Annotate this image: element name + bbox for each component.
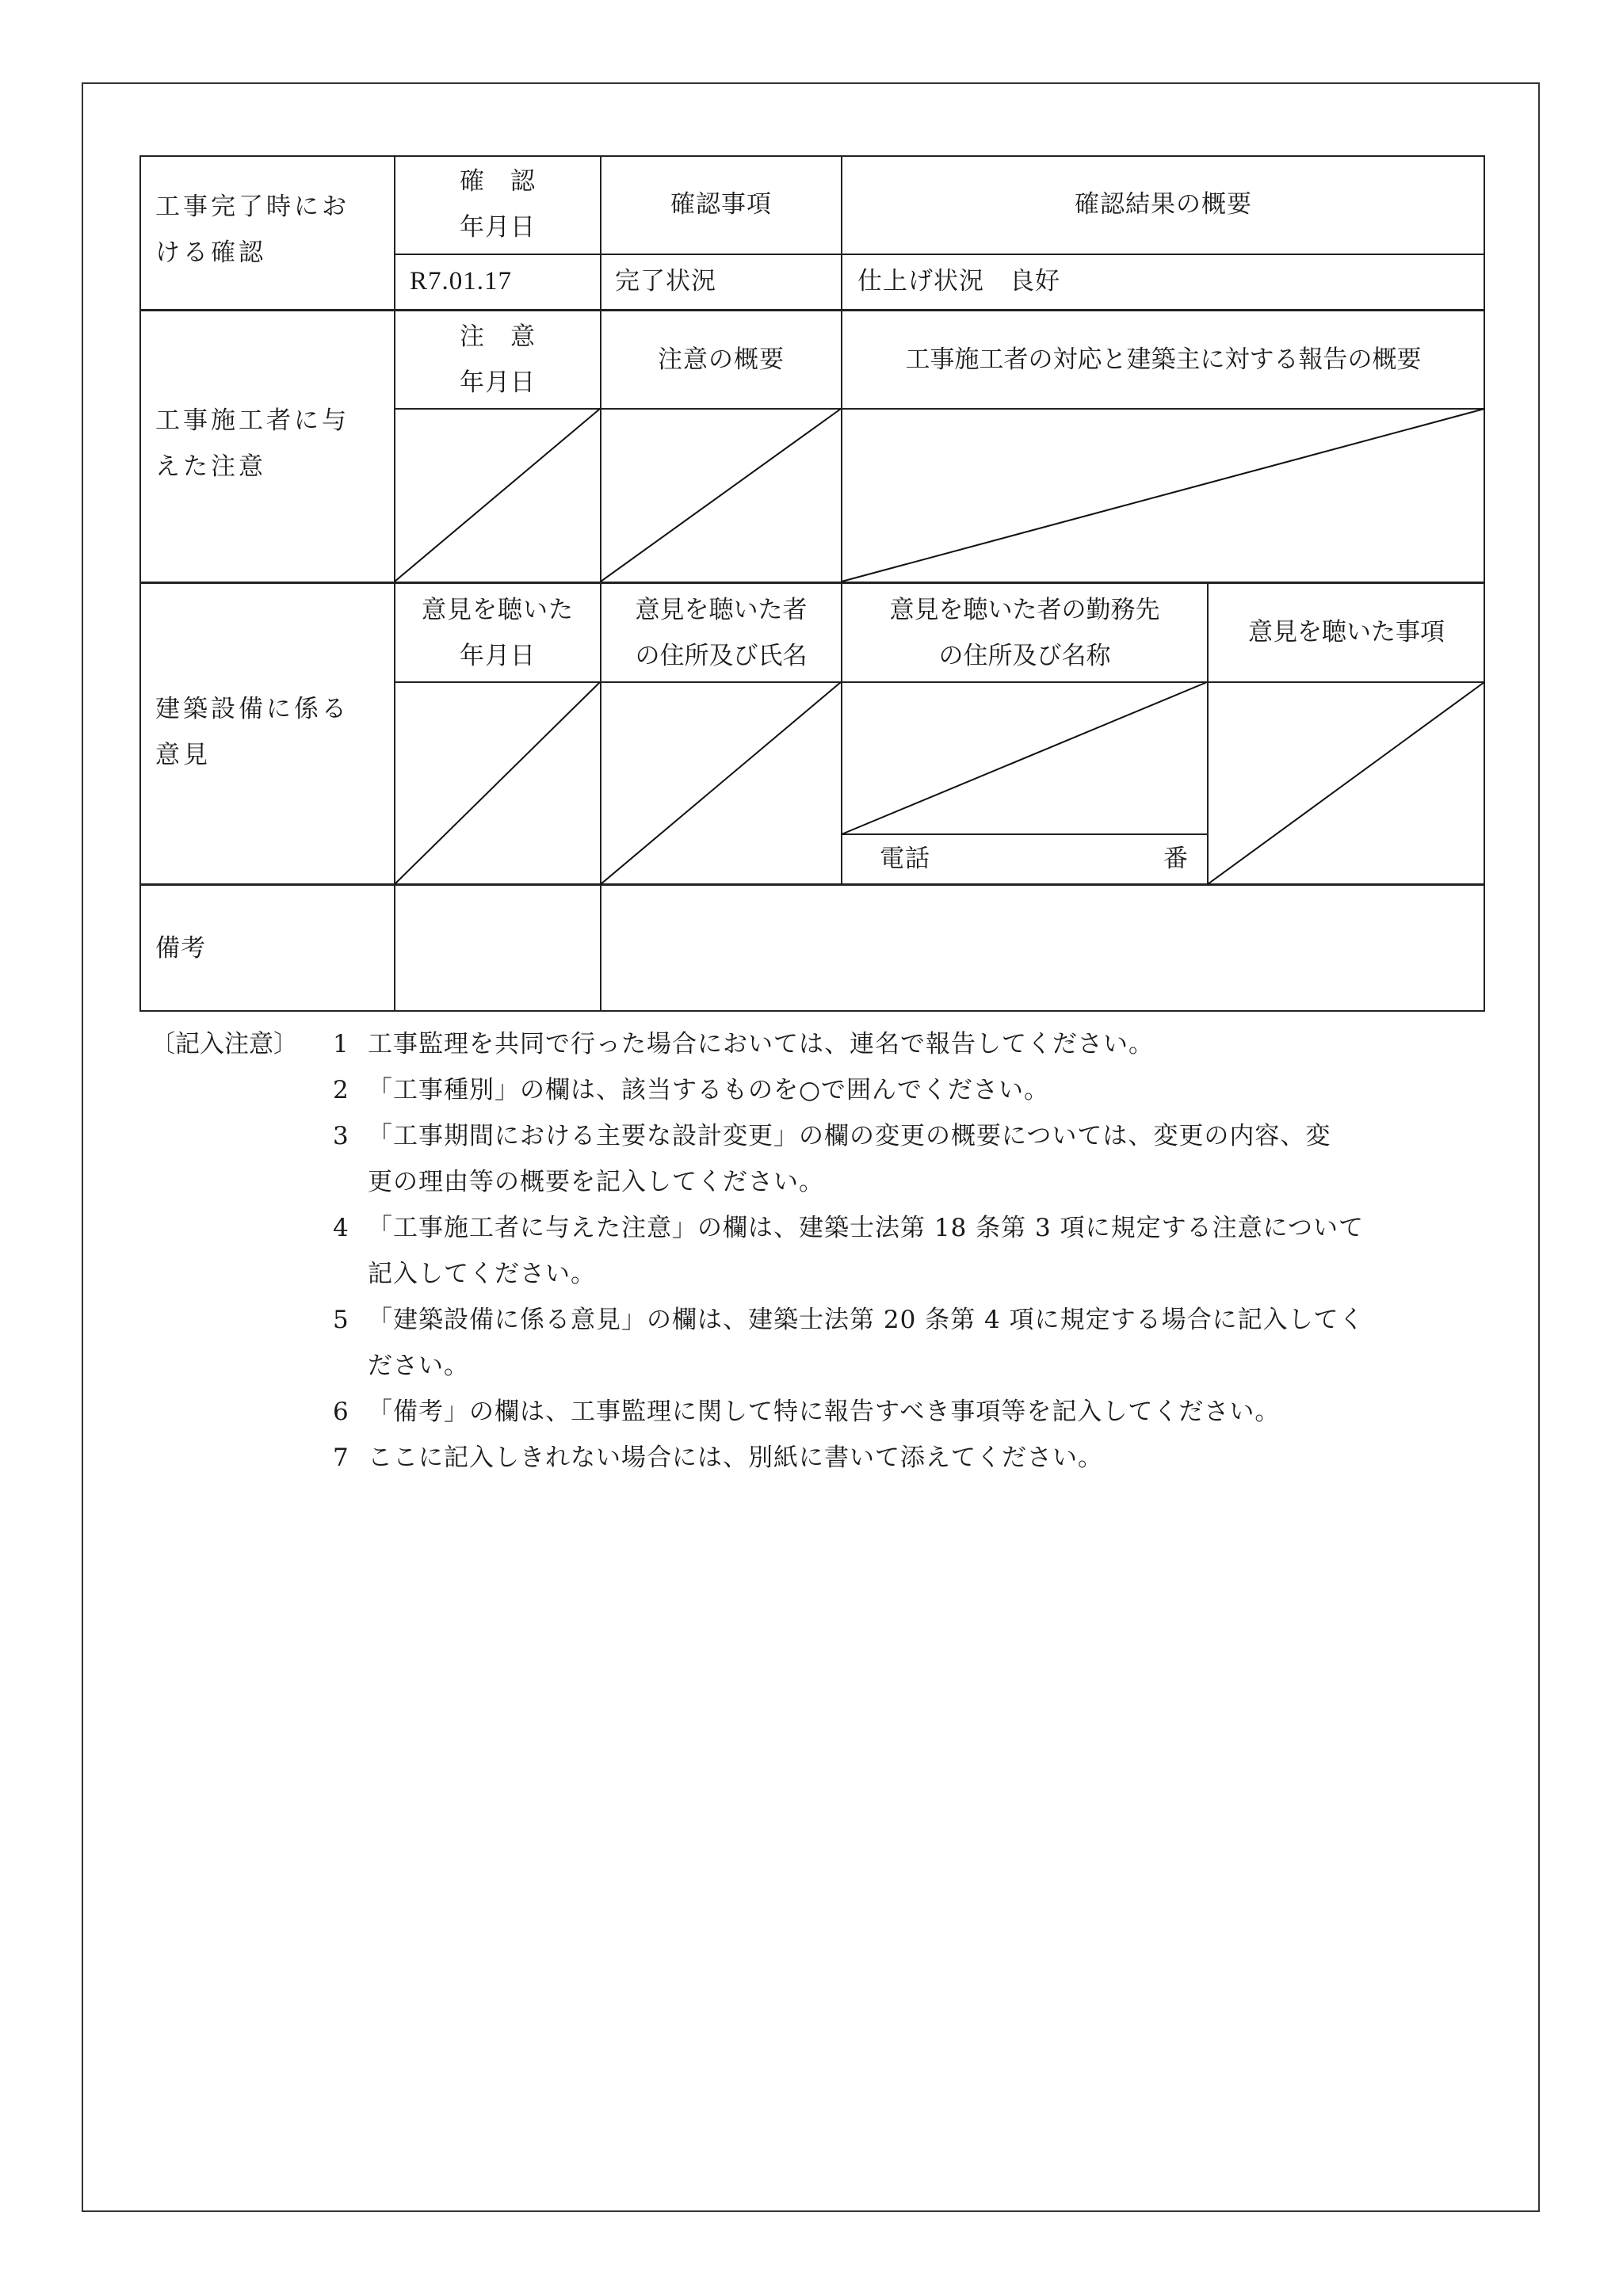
report-table (0, 0, 1623, 1030)
divider (394, 155, 395, 1012)
note-item: 5 「建築設備に係る意見」の欄は、建築士法第 20 条第 4 項に規定する場合に記入してく (333, 1306, 1365, 1334)
divider (600, 155, 601, 1012)
note-item-continuation: 記入してください。 (368, 1260, 596, 1288)
header-opinion-date: 意見を聴いた 年月日 (422, 596, 574, 670)
divider (394, 681, 1485, 683)
notes-label: 〔記入注意〕 (151, 1030, 298, 1058)
cell-check-date: R7.01.17 (410, 267, 513, 296)
note-item: 1 工事監理を共同で行った場合においては、連名で報告してください。 (333, 1030, 1154, 1058)
phone-suffix: 番 (1163, 845, 1189, 873)
cell-check-result: 仕上げ状況 良好 (857, 267, 1060, 296)
note-item: 2 「工事種別」の欄は、該当するものを○で囲んでください。 (333, 1076, 1050, 1104)
divider (394, 408, 1485, 410)
header-caution-summary: 注意の概要 (658, 345, 785, 374)
header-check-result: 確認結果の概要 (1075, 190, 1252, 219)
divider (394, 254, 1485, 255)
header-caution-date: 注 意 年月日 (460, 322, 536, 397)
header-opinion-person: 意見を聴いた者 の住所及び氏名 (635, 596, 808, 670)
note-item: 7 ここに記入しきれない場合には、別紙に書いて添えてください。 (333, 1444, 1103, 1472)
phone-label: 電話 (880, 845, 930, 873)
note-item-continuation: ださい。 (368, 1352, 469, 1380)
header-check-date: 確 認 年月日 (460, 167, 536, 242)
section-label-completion: 工事完了時にお ける確認 (155, 193, 349, 267)
header-caution-response: 工事施工者の対応と建築主に対する報告の概要 (905, 345, 1422, 374)
remarks-cell-main[interactable] (601, 886, 1484, 1010)
header-opinion-matter: 意見を聴いた事項 (1248, 618, 1445, 646)
divider (139, 582, 1485, 584)
note-item: 4 「工事施工者に与えた注意」の欄は、建築士法第 18 条第 3 項に規定する注意について (333, 1214, 1364, 1242)
section-label-caution: 工事施工者に与 えた注意 (155, 406, 349, 481)
section-label-remarks: 備考 (155, 934, 206, 963)
remarks-cell-short[interactable] (395, 886, 600, 1010)
divider (841, 833, 1207, 835)
note-item: 6 「備考」の欄は、工事監理に関して特に報告すべき事項等を記入してください。 (333, 1398, 1281, 1426)
header-check-item: 確認事項 (670, 190, 772, 219)
header-opinion-employer: 意見を聴いた者の勤務先 の住所及び名称 (889, 596, 1160, 670)
note-item: 3 「工事期間における主要な設計変更」の欄の変更の概要については、変更の内容、変 (333, 1122, 1331, 1150)
section-label-opinion: 建築設備に係る 意見 (155, 695, 349, 769)
note-item-continuation: 更の理由等の概要を記入してください。 (368, 1168, 824, 1196)
cell-check-item: 完了状況 (615, 267, 716, 296)
divider (139, 309, 1485, 311)
